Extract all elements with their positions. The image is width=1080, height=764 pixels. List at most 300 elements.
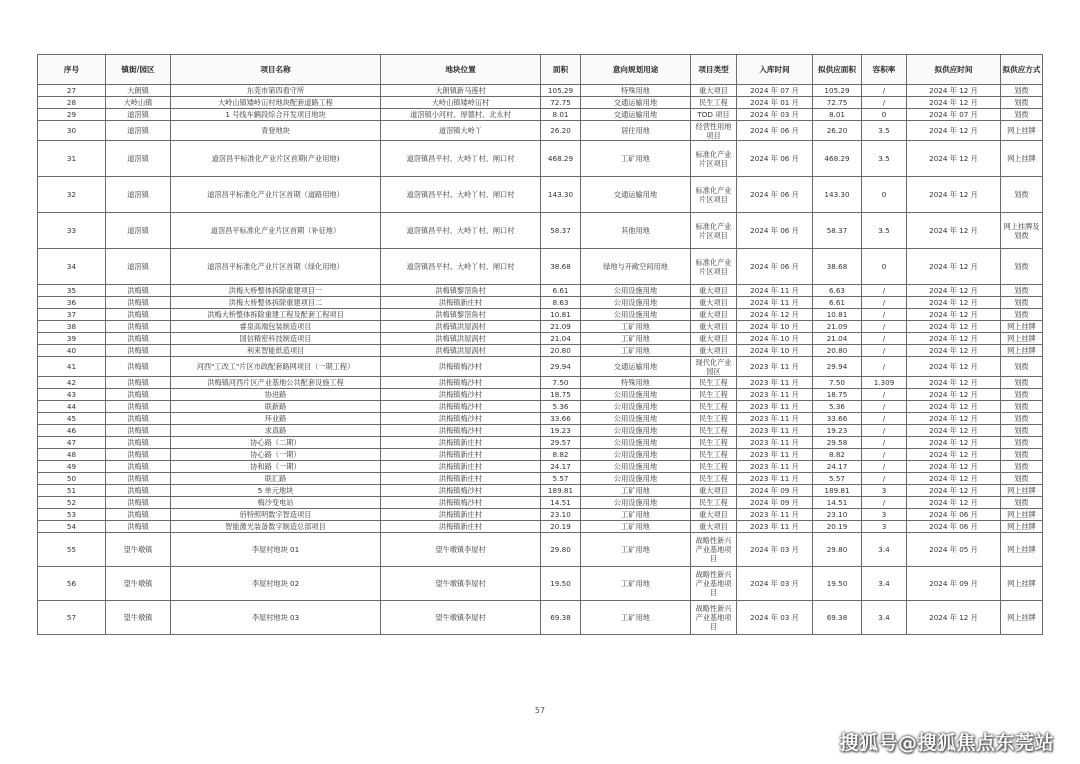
table-cell: 29	[38, 109, 106, 121]
table-cell: 划拨	[1001, 109, 1043, 121]
table-cell: 洪梅大桥整体拆除重建项目二	[171, 297, 381, 309]
table-cell: 14.51	[813, 497, 862, 509]
table-cell: 105.29	[813, 85, 862, 97]
table-cell: 23.10	[541, 509, 581, 521]
table-cell: 工矿用地	[581, 485, 691, 497]
table-cell: 29.80	[813, 533, 862, 567]
column-header: 容积率	[862, 55, 907, 85]
table-cell: 特殊用地	[581, 85, 691, 97]
table-cell: 48	[38, 449, 106, 461]
table-cell: 国信精密科技制造项目	[171, 333, 381, 345]
table-cell: 网上挂牌	[1001, 485, 1043, 497]
table-cell: 2024 年 03 月	[737, 567, 813, 601]
table-cell: 民生工程	[691, 497, 737, 509]
table-cell: 网上挂牌	[1001, 521, 1043, 533]
table-cell: 31	[38, 141, 106, 177]
table-row	[38, 213, 1043, 249]
table-row	[38, 377, 1043, 389]
table-cell: 29.58	[813, 437, 862, 449]
table-cell: 18.75	[541, 389, 581, 401]
table-cell: 洪梅镇	[106, 285, 171, 297]
table-cell: 河西"工改工"片区市政配套路网项目（一期工程）	[171, 357, 381, 377]
table-cell: 43	[38, 389, 106, 401]
table-cell: 洪梅镇新庄村	[381, 297, 541, 309]
table-cell: 33	[38, 213, 106, 249]
table-row	[38, 97, 1043, 109]
table-cell: 38.68	[541, 249, 581, 285]
table-cell: 50	[38, 473, 106, 485]
table-cell: 洪梅镇	[106, 449, 171, 461]
table-cell: 划拨	[1001, 297, 1043, 309]
table-row	[38, 413, 1043, 425]
column-header: 拟供应时间	[907, 55, 1001, 85]
table-cell: 0	[862, 177, 907, 213]
table-cell: 洪梅镇梅沙村	[381, 425, 541, 437]
table-cell: 29.80	[541, 533, 581, 567]
table-cell: 大岭山镇	[106, 97, 171, 109]
table-cell: 5.36	[813, 401, 862, 413]
table-cell: 20.19	[813, 521, 862, 533]
table-cell: /	[862, 461, 907, 473]
table-cell: 工矿用地	[581, 509, 691, 521]
table-cell: 27	[38, 85, 106, 97]
table-body	[38, 85, 1043, 635]
table-cell: 55	[38, 533, 106, 567]
table-cell: 2024 年 12 月	[907, 249, 1001, 285]
table-cell: 34	[38, 249, 106, 285]
table-cell: 洪梅镇	[106, 461, 171, 473]
table-cell: 重大项目	[691, 321, 737, 333]
table-cell: 道滘镇昌平村、大岭丫村、闸口村	[381, 249, 541, 285]
table-cell: 划拨	[1001, 357, 1043, 377]
table-row	[38, 285, 1043, 297]
table-cell: 8.82	[541, 449, 581, 461]
table-cell: 洪梅镇	[106, 389, 171, 401]
table-cell: 2024 年 12 月	[907, 485, 1001, 497]
table-cell: 网上挂牌	[1001, 321, 1043, 333]
table-row	[38, 85, 1043, 97]
table-cell: 2024 年 09 月	[907, 567, 1001, 601]
table-cell: 李屋村地块 02	[171, 567, 381, 601]
table-cell: 2024 年 06 月	[737, 249, 813, 285]
table-cell: 28	[38, 97, 106, 109]
table-cell: 7.50	[541, 377, 581, 389]
table-cell: 道滘镇昌平村、大岭丫村、闸口村	[381, 141, 541, 177]
table-cell: 划拨	[1001, 461, 1043, 473]
table-cell: 民生工程	[691, 449, 737, 461]
table-cell: 57	[38, 601, 106, 635]
table-cell: 智能激光装备数字制造总部项目	[171, 521, 381, 533]
table-header-row	[38, 55, 1043, 85]
table-cell: 联新路	[171, 401, 381, 413]
table-cell: 网上挂牌	[1001, 345, 1043, 357]
table-cell: 民生工程	[691, 461, 737, 473]
table-cell: 佰特照明数字智造项目	[171, 509, 381, 521]
table-cell: 民生工程	[691, 413, 737, 425]
column-header: 序号	[38, 55, 106, 85]
table-cell: /	[862, 333, 907, 345]
table-cell: 2024 年 12 月	[907, 449, 1001, 461]
column-header: 面积	[541, 55, 581, 85]
land-supply-table	[37, 54, 1043, 635]
column-header: 拟供应面积	[813, 55, 862, 85]
table-cell: /	[862, 473, 907, 485]
table-cell: 洪梅镇梅沙村	[381, 485, 541, 497]
table-cell: 33.66	[813, 413, 862, 425]
table-cell: 2024 年 05 月	[907, 533, 1001, 567]
table-cell: /	[862, 389, 907, 401]
table-cell: 3.4	[862, 533, 907, 567]
table-cell: 洪梅镇新庄村	[381, 449, 541, 461]
table-cell: TOD 项目	[691, 109, 737, 121]
table-cell: 洪梅大桥整体拆除重建工程及配套工程项目	[171, 309, 381, 321]
table-cell: 公用设施用地	[581, 401, 691, 413]
table-cell: 21.04	[813, 333, 862, 345]
table-cell: 2024 年 12 月	[907, 297, 1001, 309]
table-cell: 洪梅镇新庄村	[381, 521, 541, 533]
table-cell: /	[862, 497, 907, 509]
table-cell: 2024 年 06 月	[737, 177, 813, 213]
table-cell: 189.81	[541, 485, 581, 497]
table-cell: 30	[38, 121, 106, 141]
table-cell: 2024 年 06 月	[737, 213, 813, 249]
table-cell: 38	[38, 321, 106, 333]
table-cell: 洪梅镇河西片区产业基地公共配套设施工程	[171, 377, 381, 389]
table-cell: /	[862, 345, 907, 357]
table-cell: 公用设施用地	[581, 309, 691, 321]
table-cell: 望牛墩镇李屋村	[381, 533, 541, 567]
table-cell: 1 号线车辆段综合开发项目地块	[171, 109, 381, 121]
table-row	[38, 401, 1043, 413]
table-cell: 2024 年 03 月	[737, 109, 813, 121]
table-cell: 网上挂牌及划拨	[1001, 213, 1043, 249]
table-cell: 58.37	[813, 213, 862, 249]
table-cell: 3.5	[862, 141, 907, 177]
column-header: 镇街/园区	[106, 55, 171, 85]
table-cell: 2023 年 11 月	[737, 357, 813, 377]
table-cell: 洪梅镇梅沙村	[381, 497, 541, 509]
table-cell: 洪梅镇新庄村	[381, 437, 541, 449]
table-cell: 29.57	[541, 437, 581, 449]
table-cell: 交通运输用地	[581, 177, 691, 213]
table-row	[38, 249, 1043, 285]
table-cell: 2024 年 11 月	[737, 297, 813, 309]
table-cell: 2024 年 12 月	[907, 461, 1001, 473]
table-cell: 21.09	[813, 321, 862, 333]
table-cell: 洪梅镇梅沙村	[381, 413, 541, 425]
table-cell: 公用设施用地	[581, 297, 691, 309]
table-cell: 10.81	[813, 309, 862, 321]
table-cell: 8.01	[813, 109, 862, 121]
table-cell: 3	[862, 509, 907, 521]
table-cell: 29.94	[813, 357, 862, 377]
table-cell: 公用设施用地	[581, 449, 691, 461]
table-cell: 网上挂牌	[1001, 141, 1043, 177]
table-row	[38, 357, 1043, 377]
table-cell: 58.37	[541, 213, 581, 249]
table-row	[38, 297, 1043, 309]
table-cell: 现代化产业园区	[691, 357, 737, 377]
table-cell: 26.20	[813, 121, 862, 141]
table-cell: 民生工程	[691, 389, 737, 401]
table-cell: 19.50	[541, 567, 581, 601]
table-cell: 划拨	[1001, 377, 1043, 389]
table-cell: 2023 年 11 月	[737, 473, 813, 485]
table-cell: 0	[862, 109, 907, 121]
table-cell: 47	[38, 437, 106, 449]
table-cell: 1.309	[862, 377, 907, 389]
column-header: 拟供应方式	[1001, 55, 1043, 85]
table-cell: 468.29	[541, 141, 581, 177]
table-cell: 工矿用地	[581, 333, 691, 345]
table-cell: 工矿用地	[581, 567, 691, 601]
table-cell: 44	[38, 401, 106, 413]
table-cell: 工矿用地	[581, 141, 691, 177]
table-row	[38, 521, 1043, 533]
table-cell: 网上挂牌	[1001, 601, 1043, 635]
table-cell: 重大项目	[691, 309, 737, 321]
table-cell: 3	[862, 485, 907, 497]
table-cell: 划拨	[1001, 177, 1043, 213]
table-cell: 联汇路	[171, 473, 381, 485]
table-cell: 重大项目	[691, 485, 737, 497]
table-cell: 洪梅镇	[106, 521, 171, 533]
table-cell: 10.81	[541, 309, 581, 321]
table-cell: 洪梅镇梅沙村	[381, 377, 541, 389]
table-cell: 5.36	[541, 401, 581, 413]
table-cell: 8.01	[541, 109, 581, 121]
table-cell: 2024 年 12 月	[907, 425, 1001, 437]
table-cell: 2024 年 12 月	[907, 309, 1001, 321]
table-cell: 民生工程	[691, 437, 737, 449]
table-cell: /	[862, 413, 907, 425]
table-cell: 21.09	[541, 321, 581, 333]
table-cell: 3.5	[862, 121, 907, 141]
table-cell: 72.75	[813, 97, 862, 109]
table-cell: 5.57	[813, 473, 862, 485]
table-cell: /	[862, 425, 907, 437]
column-header: 项目类型	[691, 55, 737, 85]
table-cell: 2024 年 09 月	[737, 497, 813, 509]
table-cell: 2024 年 06 月	[737, 121, 813, 141]
table-cell: /	[862, 297, 907, 309]
table-cell: 道滘镇昌平村、大岭丫村、闸口村	[381, 177, 541, 213]
table-cell: 协和路（一期）	[171, 461, 381, 473]
table-cell: 20.80	[813, 345, 862, 357]
table-cell: 划拨	[1001, 449, 1043, 461]
table-cell: 其他用地	[581, 213, 691, 249]
table-cell: 69.38	[541, 601, 581, 635]
table-cell: 利来智能纸造项目	[171, 345, 381, 357]
table-cell: 划拨	[1001, 437, 1043, 449]
table-cell: 洪梅镇	[106, 425, 171, 437]
table-cell: 洪梅镇梅沙村	[381, 389, 541, 401]
table-cell: 重大项目	[691, 297, 737, 309]
table-cell: 2024 年 12 月	[907, 213, 1001, 249]
table-row	[38, 177, 1043, 213]
table-cell: 3	[862, 521, 907, 533]
table-cell: 公用设施用地	[581, 437, 691, 449]
table-cell: 划拨	[1001, 401, 1043, 413]
table-cell: 绿地与开敞空间用地	[581, 249, 691, 285]
table-cell: 工矿用地	[581, 601, 691, 635]
table-cell: 李屋村地块 03	[171, 601, 381, 635]
table-cell: 重大项目	[691, 333, 737, 345]
table-cell: 2024 年 12 月	[907, 121, 1001, 141]
table-cell: 睿泉高端包装制造项目	[171, 321, 381, 333]
table-cell: /	[862, 309, 907, 321]
table-cell: 战略性新兴产业基地项目	[691, 601, 737, 635]
table-cell: 洪梅镇梅沙村	[381, 357, 541, 377]
table-cell: 2023 年 11 月	[737, 449, 813, 461]
table-cell: 居住用地	[581, 121, 691, 141]
table-cell: 2024 年 10 月	[737, 333, 813, 345]
table-cell: 工矿用地	[581, 321, 691, 333]
table-cell: 8.63	[541, 297, 581, 309]
table-row	[38, 309, 1043, 321]
table-cell: 37	[38, 309, 106, 321]
table-cell: 洪梅镇	[106, 377, 171, 389]
table-cell: 望牛墩镇	[106, 601, 171, 635]
table-cell: 重大项目	[691, 85, 737, 97]
table-cell: 2024 年 12 月	[907, 497, 1001, 509]
table-row	[38, 345, 1043, 357]
table-cell: 划拨	[1001, 97, 1043, 109]
table-row	[38, 601, 1043, 635]
page-number: 57	[534, 706, 546, 715]
table-cell: 3.5	[862, 213, 907, 249]
table-cell: 洪梅镇	[106, 485, 171, 497]
table-cell: 20.80	[541, 345, 581, 357]
table-cell: 道滘镇	[106, 177, 171, 213]
table-cell: 洪梅镇黎滘角村	[381, 309, 541, 321]
table-cell: 公用设施用地	[581, 389, 691, 401]
table-cell: 2024 年 12 月	[907, 345, 1001, 357]
table-cell: 2024 年 09 月	[737, 485, 813, 497]
table-cell: 民生工程	[691, 425, 737, 437]
table-cell: 49	[38, 461, 106, 473]
column-header: 项目名称	[171, 55, 381, 85]
table-cell: 网上挂牌	[1001, 121, 1043, 141]
table-cell: 网上挂牌	[1001, 567, 1043, 601]
table-cell: 3.4	[862, 567, 907, 601]
table-cell: 洪梅镇	[106, 333, 171, 345]
table-cell: 工矿用地	[581, 345, 691, 357]
table-cell: 划拨	[1001, 85, 1043, 97]
table-cell: 网上挂牌	[1001, 509, 1043, 521]
table-cell: /	[862, 321, 907, 333]
table-row	[38, 389, 1043, 401]
table-row	[38, 121, 1043, 141]
table-cell: 2023 年 11 月	[737, 377, 813, 389]
table-cell: 战略性新兴产业基地项目	[691, 533, 737, 567]
table-cell: 2024 年 12 月	[907, 601, 1001, 635]
table-cell: 2024 年 10 月	[737, 321, 813, 333]
table-cell: 洪梅镇	[106, 357, 171, 377]
table-cell: 105.29	[541, 85, 581, 97]
table-cell: 公用设施用地	[581, 461, 691, 473]
table-cell: 工矿用地	[581, 521, 691, 533]
table-cell: 重大项目	[691, 285, 737, 297]
table-cell: 交通运输用地	[581, 357, 691, 377]
table-cell: 6.61	[813, 297, 862, 309]
column-header: 意向规划用途	[581, 55, 691, 85]
table-cell: 23.10	[813, 509, 862, 521]
table-cell: 公用设施用地	[581, 413, 691, 425]
table-cell: 重大项目	[691, 521, 737, 533]
table-row	[38, 485, 1043, 497]
table-row	[38, 425, 1043, 437]
table-cell: 公用设施用地	[581, 473, 691, 485]
table-cell: 2023 年 11 月	[737, 437, 813, 449]
table-cell: 2024 年 12 月	[907, 141, 1001, 177]
table-cell: 14.51	[541, 497, 581, 509]
table-cell: 2024 年 12 月	[907, 97, 1001, 109]
table-cell: 民生工程	[691, 97, 737, 109]
table-cell: 网上挂牌	[1001, 533, 1043, 567]
table-cell: 标准化产业片区项目	[691, 249, 737, 285]
table-cell: 道滘镇	[106, 213, 171, 249]
table-cell: 公用设施用地	[581, 285, 691, 297]
table-cell: 战略性新兴产业基地项目	[691, 567, 737, 601]
table-cell: 划拨	[1001, 249, 1043, 285]
table-cell: 2024 年 07 月	[907, 109, 1001, 121]
table-cell: 2023 年 11 月	[737, 509, 813, 521]
table-cell: 2023 年 11 月	[737, 521, 813, 533]
table-cell: 道滘镇	[106, 121, 171, 141]
table-cell: 洪梅镇	[106, 321, 171, 333]
table-cell: 洪梅镇梅沙村	[381, 401, 541, 413]
table-cell: 26.20	[541, 121, 581, 141]
table-cell: 69.38	[813, 601, 862, 635]
table-cell: 20.19	[541, 521, 581, 533]
table-cell: 6.63	[813, 285, 862, 297]
table-cell: 协进路	[171, 389, 381, 401]
table-cell: 2024 年 06 月	[907, 521, 1001, 533]
table-cell: 41	[38, 357, 106, 377]
table-cell: 2024 年 12 月	[907, 437, 1001, 449]
table-cell: 54	[38, 521, 106, 533]
table-cell: 19.50	[813, 567, 862, 601]
table-cell: 2024 年 12 月	[907, 321, 1001, 333]
table-cell: /	[862, 437, 907, 449]
table-cell: 划拨	[1001, 497, 1043, 509]
table-cell: 56	[38, 567, 106, 601]
table-cell: 环业路	[171, 413, 381, 425]
table-cell: 划拨	[1001, 309, 1043, 321]
table-cell: 洪梅镇新庄村	[381, 461, 541, 473]
table-cell: 2024 年 06 月	[737, 141, 813, 177]
table-cell: 洪梅镇新庄村	[381, 509, 541, 521]
table-cell: 望牛墩镇	[106, 567, 171, 601]
table-cell: 21.04	[541, 333, 581, 345]
table-cell: 重大项目	[691, 345, 737, 357]
table-cell: 2023 年 11 月	[737, 389, 813, 401]
table-cell: 38.68	[813, 249, 862, 285]
table-cell: /	[862, 401, 907, 413]
table-cell: 梅沙变电站	[171, 497, 381, 509]
table-cell: 2024 年 12 月	[907, 473, 1001, 485]
table-cell: 72.75	[541, 97, 581, 109]
table-cell: 45	[38, 413, 106, 425]
table-cell: 道滘镇小河村、厚德村、北永村	[381, 109, 541, 121]
table-cell: 2024 年 12 月	[907, 413, 1001, 425]
table-cell: 重大项目	[691, 509, 737, 521]
table-row	[38, 449, 1043, 461]
table-cell: 公用设施用地	[581, 497, 691, 509]
table-cell: 2023 年 11 月	[737, 461, 813, 473]
table-cell: 青登地块	[171, 121, 381, 141]
